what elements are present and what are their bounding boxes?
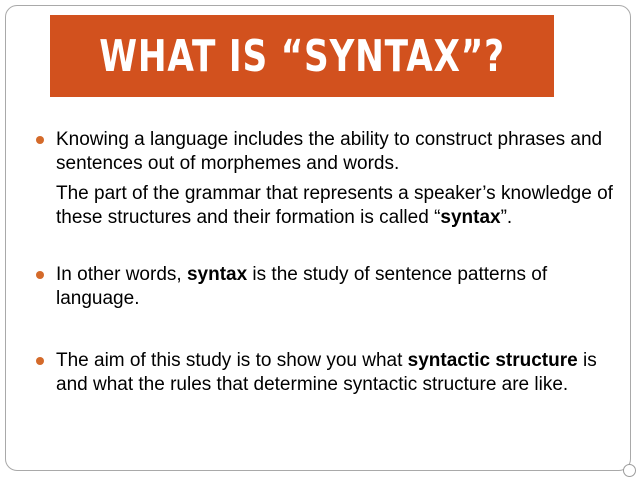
bold-term: syntax <box>186 264 248 285</box>
text-span: is the study of sentence patterns of language. <box>56 264 548 309</box>
bullet-paragraph <box>56 349 614 397</box>
text-span: is and what the rules that determine syntactic structure are like. <box>56 350 597 395</box>
text-span: The part of the grammar that represents a speaker’s knowledge of these structures and their formation is called “ <box>56 183 613 228</box>
corner-circle-icon <box>623 464 636 477</box>
bullet-item <box>34 349 614 397</box>
bullet-paragraph <box>56 128 614 176</box>
bullet-dot-icon <box>36 271 44 279</box>
slide-content <box>34 128 614 397</box>
bold-term: syntax <box>440 207 501 228</box>
bullet-dot-icon <box>36 357 44 365</box>
text-span: In other words, <box>56 264 187 285</box>
text-span: The aim of this study is to show you what <box>56 350 408 371</box>
text-span: ”. <box>500 207 513 228</box>
text-span: Knowing a language includes the ability to construct phrases and sentences out of morphemes and words. <box>56 129 603 174</box>
bullet-item <box>34 128 614 230</box>
bold-term: syntactic structure <box>407 350 578 371</box>
bullet-paragraph <box>56 182 614 230</box>
slide-title: WHAT IS “SYNTAX”? <box>99 30 505 82</box>
bullet-item <box>34 263 614 311</box>
bullet-dot-icon <box>36 136 44 144</box>
title-banner <box>50 15 554 97</box>
bullet-paragraph <box>56 263 614 311</box>
